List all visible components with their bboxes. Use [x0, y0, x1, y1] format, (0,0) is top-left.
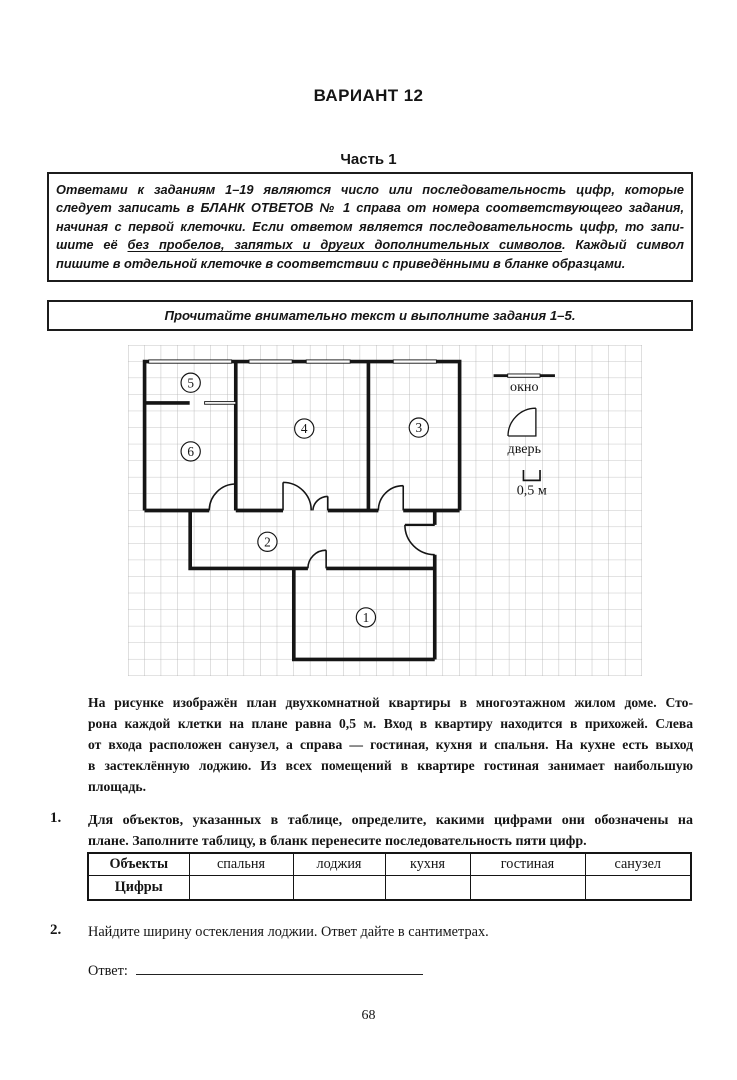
- answer-instructions-box: [47, 172, 693, 282]
- legend-window-icon: [508, 374, 540, 377]
- legend-window-label: [510, 379, 538, 395]
- apartment-floor-plan: [128, 345, 642, 676]
- digit-answer-cell: [293, 876, 385, 901]
- instruction-line: Ответами к заданиям 1–19 являются число или последовательность цифр, которые: [56, 182, 684, 197]
- digit-answer-cell: [470, 876, 585, 901]
- task1-number: 1.: [50, 810, 62, 826]
- room-number-4: [301, 421, 308, 436]
- description-line: от входа расположен санузел, а справа — гостиная, кухня и спальня. На кухне есть выход: [88, 737, 693, 752]
- instruction-line: начиная с первой клеточки. Если ответом является последовательность цифр, то запи-: [56, 218, 684, 234]
- floor-plan-svg: [128, 345, 642, 676]
- legend-scale-label: [517, 482, 547, 498]
- table-header-bathroom: санузел: [585, 853, 691, 876]
- table-header-row: [88, 853, 691, 876]
- task2-number: 2.: [50, 922, 62, 938]
- digit-answer-cell: [585, 876, 691, 901]
- instruction-line: следует записать в БЛАНК ОТВЕТОВ № 1 справа от номера соответствующего задания,: [56, 200, 684, 216]
- room-number-6: [187, 444, 194, 459]
- digit-answer-cell: [385, 876, 470, 901]
- task2-text: Найдите ширину остекления лоджии. Ответ дайте в сантиметрах.: [88, 924, 489, 940]
- plan-description: [88, 692, 693, 797]
- loggia-glazing-window: [149, 360, 232, 363]
- instruction-line: шите её без пробелов, запятых и других дополнительных символов. Каждый символ: [56, 237, 684, 253]
- table-digits-label: Цифры: [88, 876, 189, 901]
- legend-door-label: [508, 441, 541, 457]
- answer-blank-line: [136, 961, 423, 975]
- underlined-instruction: без пробелов, запятых и других дополнительных символов: [127, 237, 563, 253]
- instruction-line: пишите в отдельной клеточке в соответствии с приведёнными в бланке образцами.: [56, 255, 626, 271]
- room-number-3: [416, 420, 423, 435]
- description-line: в застеклённую лоджию. Из всех помещений в квартире гостиная занимает наибольшую: [88, 758, 693, 773]
- room-number-5: [187, 375, 194, 390]
- description-line: площадь.: [88, 779, 146, 794]
- room3-window: [393, 360, 436, 363]
- objects-digits-table: [87, 852, 692, 901]
- table-header-livingroom: гостиная: [470, 853, 585, 876]
- table-digits-row: [88, 876, 691, 901]
- room4-window-1: [249, 360, 292, 363]
- task1-line: плане. Заполните таблицу, в бланк перенесите последовательность пяти цифр.: [88, 834, 587, 849]
- task1-text: [88, 810, 693, 852]
- variant-title: ВАРИАНТ 12: [313, 86, 424, 105]
- answer-row: [88, 961, 693, 980]
- read-text: Прочитайте внимательно текст и выполните задания 1–5.: [164, 308, 576, 323]
- description-line: рона каждой клетки на плане равна 0,5 м. Вход в квартиру находится в прихожей. Слева: [88, 716, 693, 731]
- read-text-box: [47, 300, 693, 331]
- table-header-bedroom: спальня: [189, 853, 293, 876]
- part-title: Часть 1: [340, 151, 397, 168]
- answer-label: Ответ:: [88, 963, 128, 979]
- page-number: 68: [361, 1008, 376, 1023]
- room-number-1: [363, 610, 370, 625]
- room4-window-2: [306, 360, 350, 363]
- table-header-kitchen: кухня: [385, 853, 470, 876]
- description-line: На рисунке изображён план двухкомнатной квартиры в многоэтажном жилом доме. Сто-: [88, 695, 693, 710]
- table-header-objects: Объекты: [88, 853, 189, 876]
- room-number-2: [264, 534, 271, 549]
- digit-answer-cell: [189, 876, 293, 901]
- task1-line: Для объектов, указанных в таблице, определите, какими цифрами они обозначены на: [88, 813, 693, 828]
- table-header-loggia: лоджия: [293, 853, 385, 876]
- kitchen-loggia-window: [205, 402, 236, 405]
